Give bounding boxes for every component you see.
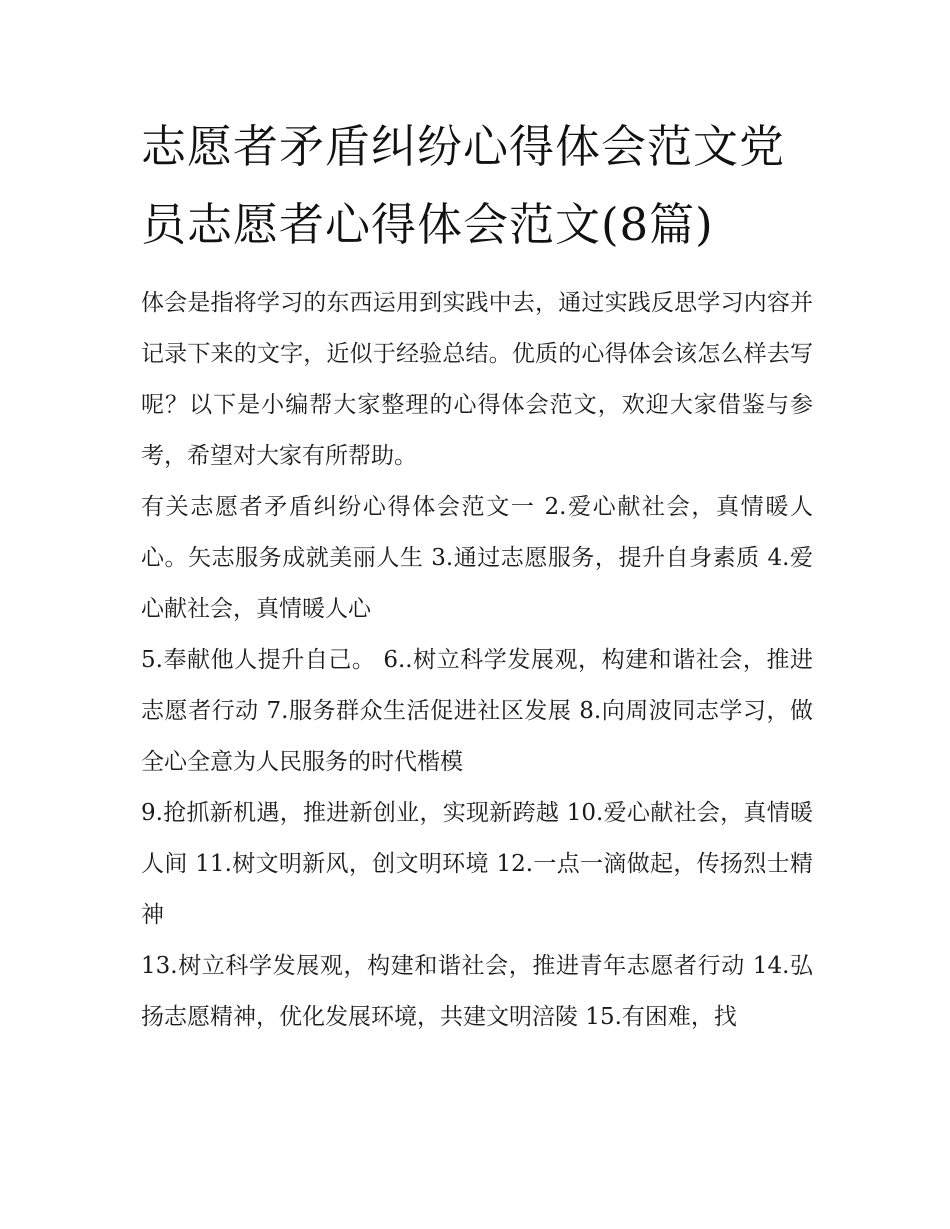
slogan-paragraph-1: 有关志愿者矛盾纠纷心得体会范文一 2.爱心献社会，真情暖人心。矢志服务成就美丽人生 3.通过志愿服务，提升自身素质 4.爱心献社会，真情暖人心 — [141, 494, 813, 622]
slogan-paragraph-4: 13.树立科学发展观，构建和谐社会，推进青年志愿者行动 14.弘扬志愿精神，优化发展环境，共建文明涪陵 15.有困难，找 — [141, 953, 813, 1030]
document-title: 志愿者矛盾纠纷心得体会范文党员志愿者心得体会范文(8篇) — [141, 120, 786, 251]
document-body — [141, 108, 813, 1043]
intro-paragraph: 体会是指将学习的东西运用到实践中去，通过实践反思学习内容并记录下来的文字，近似于经验总结。优质的心得体会该怎么样去写呢？以下是小编帮大家整理的心得体会范文，欢迎大家借鉴与参考，希望对大家有所帮助。 — [141, 290, 813, 469]
slogan-paragraph-3: 9.抢抓新机遇，推进新创业，实现新跨越 10.爱心献社会，真情暖人间 11.树文明新风，创文明环境 12.一点一滴做起，传扬烈士精神 — [141, 800, 813, 928]
slogan-paragraph-2: 5.奉献他人提升自己。 6..树立科学发展观，构建和谐社会，推进志愿者行动 7.服务群众生活促进社区发展 8.向周波同志学习，做全心全意为人民服务的时代楷模 — [141, 647, 813, 775]
